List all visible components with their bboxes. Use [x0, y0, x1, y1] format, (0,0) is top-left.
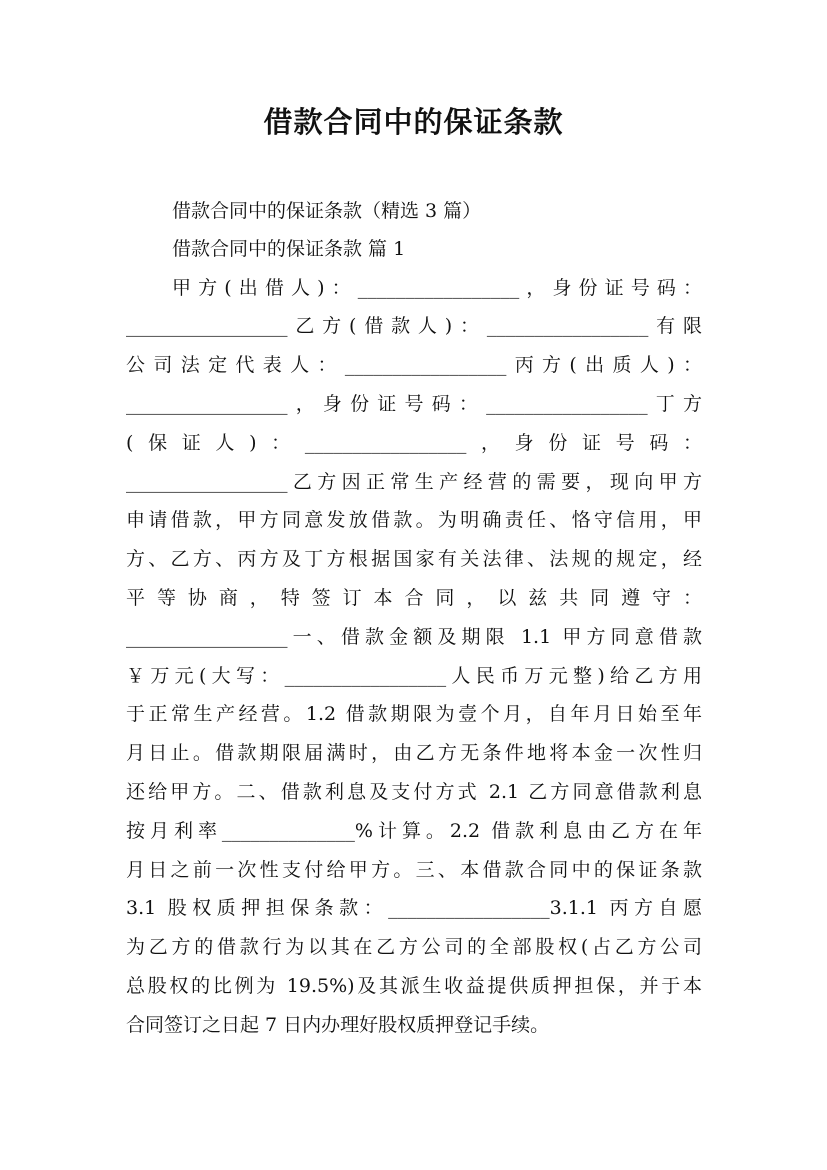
document-title: 借款合同中的保证条款: [263, 105, 564, 139]
body-line: 3.1 股权质押担保条款：_________________3.1.1 丙方自愿: [126, 897, 702, 919]
body-line: 于正常生产经营。1.2 借款期限为壹个月，自年月日始至年: [126, 703, 702, 725]
body-line: 总股权的比例为 19.5%)及其派生收益提供质押担保，并于本: [126, 975, 702, 997]
body-line: 按月利率______________%计算。2.2 借款利息由乙方在年: [126, 820, 702, 842]
body-line: 为乙方的借款行为以其在乙方公司的全部股权(占乙方公司: [126, 936, 702, 958]
body-line: _________________一、借款金额及期限 1.1 甲方同意借款: [126, 626, 702, 648]
body-line: ￥万元(大写：_________________人民币万元整)给乙方用: [126, 665, 702, 687]
body-line: _________________乙方因正常生产经营的需要，现向甲方: [126, 471, 702, 493]
section-heading: 借款合同中的保证条款 篇 1: [172, 238, 406, 260]
body-line: 方、乙方、丙方及丁方根据国家有关法律、法规的规定，经: [126, 548, 702, 570]
body-line: 平等协商，特签订本合同，以兹共同遵守：: [126, 587, 702, 609]
body-line: 月日之前一次性支付给甲方。三、本借款合同中的保证条款: [126, 859, 702, 881]
document-subtitle: 借款合同中的保证条款（精选 3 篇）: [172, 200, 482, 222]
body-line: 还给甲方。二、借款利息及支付方式 2.1 乙方同意借款利息: [126, 781, 702, 803]
body-line: 合同签订之日起 7 日内办理好股权质押登记手续。: [126, 1014, 550, 1036]
body-line: (保证人)：_________________，身份证号码：: [126, 432, 702, 454]
body-line: 月日止。借款期限届满时，由乙方无条件地将本金一次性归: [126, 742, 702, 764]
body-line: 甲方(出借人)：_________________，身份证号码：: [172, 277, 702, 299]
body-line: _________________，身份证号码：_________________丁方: [126, 393, 702, 415]
body-line: 公司法定代表人：_________________丙方(出质人)：: [126, 354, 702, 376]
body-line: 申请借款，甲方同意发放借款。为明确责任、恪守信用，甲: [126, 509, 702, 531]
body-line: _________________乙方(借款人)：_________________有限: [126, 315, 702, 337]
